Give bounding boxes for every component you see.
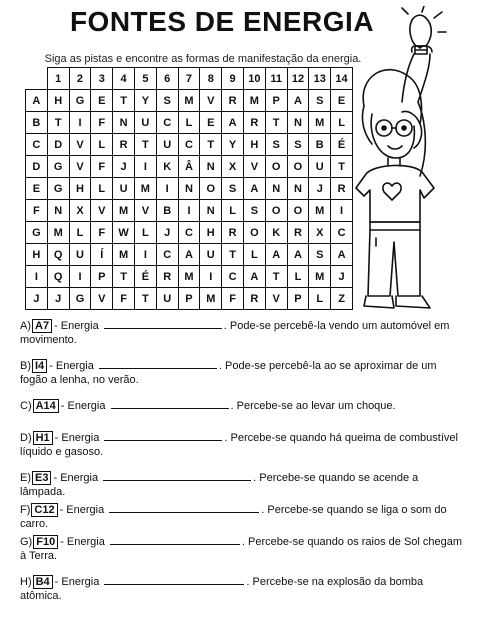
grid-cell[interactable]: I xyxy=(134,156,156,178)
grid-cell[interactable]: U xyxy=(156,134,178,156)
grid-cell[interactable]: S xyxy=(309,244,331,266)
clue-description: . Percebe-se quando se liga o som do carro. xyxy=(20,504,447,530)
answer-blank[interactable] xyxy=(99,358,217,369)
grid-column-header: 13 xyxy=(309,68,331,90)
grid-row-header: B xyxy=(26,112,48,134)
clue-description: . Percebe-se quando se acende a lâmpada. xyxy=(20,472,419,498)
grid-cell[interactable]: N xyxy=(287,112,309,134)
grid-row-header: E xyxy=(26,178,48,200)
grid-cell[interactable]: O xyxy=(243,222,265,244)
answer-blank[interactable] xyxy=(111,398,229,409)
grid-cell[interactable]: D xyxy=(47,134,69,156)
grid-cell[interactable]: R xyxy=(222,90,244,112)
grid-column-header: 7 xyxy=(178,68,200,90)
grid-cell[interactable]: C xyxy=(222,266,244,288)
clue-grid-code: C12 xyxy=(31,503,57,517)
grid-cell[interactable]: Í xyxy=(91,244,113,266)
grid-column-header: 5 xyxy=(134,68,156,90)
grid-cell[interactable]: P xyxy=(178,288,200,310)
clue-grid-code: I4 xyxy=(32,359,47,373)
grid-cell[interactable]: T xyxy=(113,90,135,112)
grid-cell[interactable]: M xyxy=(309,112,331,134)
grid-row-header: I xyxy=(26,266,48,288)
grid-row xyxy=(26,200,353,222)
grid-column-header: 8 xyxy=(200,68,222,90)
clue-prefix: - Energia xyxy=(49,360,97,372)
grid-cell[interactable]: V xyxy=(69,156,91,178)
grid-column-header: 2 xyxy=(69,68,91,90)
grid-row-header: A xyxy=(26,90,48,112)
grid-cell[interactable]: S xyxy=(265,134,287,156)
grid-cell[interactable]: V xyxy=(91,200,113,222)
clue-letter: B) xyxy=(20,360,31,372)
clue-letter: G) xyxy=(20,536,33,548)
grid-cell[interactable]: T xyxy=(331,156,353,178)
grid-cell[interactable]: U xyxy=(69,244,91,266)
grid-cell[interactable]: V xyxy=(243,156,265,178)
clue-item xyxy=(20,502,465,531)
grid-cell[interactable]: P xyxy=(91,266,113,288)
grid-cell[interactable]: T xyxy=(134,134,156,156)
grid-cell[interactable]: M xyxy=(178,90,200,112)
grid-cell[interactable]: A xyxy=(243,178,265,200)
clue-item xyxy=(20,574,465,603)
grid-row-header: F xyxy=(26,200,48,222)
grid-cell[interactable]: L xyxy=(91,134,113,156)
clue-item xyxy=(20,470,465,499)
grid-cell[interactable]: E xyxy=(331,90,353,112)
clue-prefix: - Energia xyxy=(59,504,108,516)
grid-cell[interactable]: O xyxy=(287,156,309,178)
clue-prefix: - Energia xyxy=(54,576,103,588)
grid-cell[interactable]: L xyxy=(178,112,200,134)
grid-cell[interactable]: N xyxy=(178,178,200,200)
grid-cell[interactable]: J xyxy=(47,288,69,310)
grid-cell[interactable]: V xyxy=(69,134,91,156)
grid-cell[interactable]: L xyxy=(134,222,156,244)
clue-prefix: - Energia xyxy=(60,400,109,412)
grid-row-header: C xyxy=(26,134,48,156)
clue-description: . Percebe-se quando há queima de combustível líquido e gasoso. xyxy=(20,432,458,458)
grid-row-header: H xyxy=(26,244,48,266)
grid-row xyxy=(26,90,353,112)
grid-cell[interactable]: L xyxy=(69,222,91,244)
grid-cell[interactable]: U xyxy=(113,178,135,200)
grid-cell[interactable]: A xyxy=(287,90,309,112)
grid-cell[interactable]: N xyxy=(265,178,287,200)
clue-grid-code: A14 xyxy=(33,399,59,413)
grid-cell[interactable]: H xyxy=(200,222,222,244)
grid-cell[interactable]: R xyxy=(243,112,265,134)
grid-corner xyxy=(26,68,48,90)
grid-cell[interactable]: T xyxy=(134,288,156,310)
grid-row xyxy=(26,134,353,156)
clue-grid-code: H1 xyxy=(33,431,53,445)
clue-letter: F) xyxy=(20,504,31,516)
clue-letter: E) xyxy=(20,472,31,484)
grid-cell[interactable]: K xyxy=(265,222,287,244)
grid-cell[interactable]: T xyxy=(47,112,69,134)
grid-cell[interactable]: T xyxy=(265,266,287,288)
grid-cell[interactable]: M xyxy=(200,288,222,310)
grid-cell[interactable]: N xyxy=(200,200,222,222)
grid-row xyxy=(26,266,353,288)
answer-blank[interactable] xyxy=(104,318,222,329)
grid-cell[interactable]: I xyxy=(178,200,200,222)
grid-cell[interactable]: É xyxy=(331,134,353,156)
grid-cell[interactable]: C xyxy=(178,134,200,156)
grid-cell[interactable]: C xyxy=(156,112,178,134)
grid-cell[interactable]: L xyxy=(91,178,113,200)
grid-cell[interactable]: U xyxy=(200,244,222,266)
grid-cell[interactable]: N xyxy=(47,200,69,222)
grid-cell[interactable]: S xyxy=(156,90,178,112)
grid-cell[interactable]: G xyxy=(69,288,91,310)
grid-row xyxy=(26,222,353,244)
grid-cell[interactable]: C xyxy=(156,244,178,266)
grid-cell[interactable]: F xyxy=(222,288,244,310)
grid-cell[interactable]: X xyxy=(69,200,91,222)
grid-cell[interactable]: V xyxy=(265,288,287,310)
answer-blank[interactable] xyxy=(109,502,259,513)
grid-cell[interactable]: F xyxy=(113,288,135,310)
grid-cell[interactable]: M xyxy=(113,244,135,266)
clue-description: . Percebe-se quando os raios de Sol chegam à Terra. xyxy=(20,536,463,562)
grid-cell[interactable]: L xyxy=(222,200,244,222)
grid-cell[interactable]: O xyxy=(265,200,287,222)
grid-row xyxy=(26,156,353,178)
grid-cell[interactable]: Y xyxy=(134,90,156,112)
grid-cell[interactable]: N xyxy=(113,112,135,134)
grid-cell[interactable]: L xyxy=(287,266,309,288)
grid-cell[interactable]: S xyxy=(222,178,244,200)
grid-cell[interactable]: T xyxy=(222,244,244,266)
grid-column-header: 14 xyxy=(331,68,353,90)
grid-cell[interactable]: I xyxy=(69,266,91,288)
grid-column-header: 1 xyxy=(47,68,69,90)
answer-blank[interactable] xyxy=(103,470,251,481)
grid-cell[interactable]: R xyxy=(331,178,353,200)
clue-prefix: - Energia xyxy=(54,432,103,444)
grid-cell[interactable]: A xyxy=(287,244,309,266)
grid-column-header: 12 xyxy=(287,68,309,90)
grid-cell[interactable]: M xyxy=(309,200,331,222)
grid-cell[interactable]: É xyxy=(134,266,156,288)
grid-cell[interactable]: A xyxy=(265,244,287,266)
grid-cell[interactable]: R xyxy=(287,222,309,244)
grid-column-header: 9 xyxy=(222,68,244,90)
grid-cell[interactable]: B xyxy=(156,200,178,222)
grid-cell[interactable]: C xyxy=(331,222,353,244)
clue-letter: D) xyxy=(20,432,32,444)
grid-cell[interactable]: A xyxy=(222,112,244,134)
grid-cell[interactable]: J xyxy=(331,266,353,288)
instructions: Siga as pistas e encontre as formas de manifestação da energia. xyxy=(44,53,362,65)
clue-description: . Percebe-se na explosão da bomba atômica. xyxy=(20,576,424,602)
grid-cell[interactable]: H xyxy=(69,178,91,200)
grid-cell[interactable]: M xyxy=(113,200,135,222)
answer-blank[interactable] xyxy=(104,574,244,585)
clue-prefix: - Energia xyxy=(53,472,102,484)
clue-grid-code: E3 xyxy=(32,471,51,485)
grid-cell[interactable]: U xyxy=(309,156,331,178)
clue-prefix: - Energia xyxy=(54,320,102,332)
grid-cell[interactable]: W xyxy=(113,222,135,244)
grid-cell[interactable]: S xyxy=(287,134,309,156)
grid-cell[interactable]: L xyxy=(309,288,331,310)
grid-cell[interactable]: F xyxy=(91,156,113,178)
grid-cell[interactable]: L xyxy=(243,244,265,266)
grid-row xyxy=(26,178,353,200)
page-title: FONTES DE ENERGIA xyxy=(69,6,375,37)
grid-cell[interactable]: P xyxy=(265,90,287,112)
grid-cell[interactable]: E xyxy=(200,112,222,134)
clue-letter: H) xyxy=(20,576,32,588)
grid-cell[interactable]: N xyxy=(200,156,222,178)
grid-cell[interactable]: K xyxy=(156,156,178,178)
grid-column-header: 3 xyxy=(91,68,113,90)
clue-description: . Percebe-se ao levar um choque. xyxy=(230,400,396,412)
grid-cell[interactable]: A xyxy=(243,266,265,288)
girl-holding-lightbulb-icon xyxy=(350,6,478,314)
grid-cell[interactable]: X xyxy=(222,156,244,178)
grid-cell[interactable]: Y xyxy=(222,134,244,156)
grid-cell[interactable]: V xyxy=(200,90,222,112)
grid-cell[interactable]: H xyxy=(243,134,265,156)
grid-column-header: 4 xyxy=(113,68,135,90)
grid-cell[interactable]: T xyxy=(113,266,135,288)
grid-cell[interactable]: U xyxy=(134,112,156,134)
grid-cell[interactable]: F xyxy=(91,222,113,244)
grid-cell[interactable]: T xyxy=(200,134,222,156)
grid-row xyxy=(26,244,353,266)
grid-cell[interactable]: S xyxy=(243,200,265,222)
word-search-grid xyxy=(25,67,353,310)
grid-cell[interactable]: G xyxy=(69,90,91,112)
grid-cell[interactable]: N xyxy=(287,178,309,200)
grid-cell[interactable]: M xyxy=(178,266,200,288)
clue-item xyxy=(20,398,465,413)
grid-cell[interactable]: I xyxy=(156,178,178,200)
clue-item xyxy=(20,534,465,563)
clue-letter: C) xyxy=(20,400,32,412)
grid-row-header: D xyxy=(26,156,48,178)
grid-cell[interactable]: O xyxy=(200,178,222,200)
grid-cell[interactable]: J xyxy=(156,222,178,244)
grid-cell[interactable]: V xyxy=(134,200,156,222)
grid-cell[interactable]: U xyxy=(156,288,178,310)
grid-cell[interactable]: Â xyxy=(178,156,200,178)
grid-column-header: 10 xyxy=(243,68,265,90)
grid-row xyxy=(26,288,353,310)
grid-cell[interactable]: I xyxy=(200,266,222,288)
grid-column-header: 6 xyxy=(156,68,178,90)
grid-cell[interactable]: X xyxy=(309,222,331,244)
grid-cell[interactable]: L xyxy=(331,112,353,134)
grid-cell[interactable]: J xyxy=(309,178,331,200)
grid-cell[interactable]: Z xyxy=(331,288,353,310)
grid-cell[interactable]: G xyxy=(47,156,69,178)
clue-item xyxy=(20,358,465,387)
clue-letter: A) xyxy=(20,320,31,332)
grid-cell[interactable]: I xyxy=(331,200,353,222)
grid-row-header: J xyxy=(26,288,48,310)
grid-cell[interactable]: B xyxy=(309,134,331,156)
clue-item xyxy=(20,430,465,459)
grid-cell[interactable]: T xyxy=(265,112,287,134)
grid-cell[interactable]: R xyxy=(113,134,135,156)
grid-cell[interactable]: I xyxy=(69,112,91,134)
grid-cell[interactable]: A xyxy=(331,244,353,266)
grid-cell[interactable]: M xyxy=(47,222,69,244)
grid-cell[interactable]: M xyxy=(134,178,156,200)
grid-cell[interactable]: H xyxy=(47,90,69,112)
grid-cell[interactable]: A xyxy=(178,244,200,266)
grid-cell[interactable]: C xyxy=(178,222,200,244)
grid-cell[interactable]: R xyxy=(222,222,244,244)
clue-grid-code: F10 xyxy=(33,535,58,549)
clue-description: . Pode-se percebê-la vendo um automóvel em movimento. xyxy=(20,320,450,346)
clue-grid-code: B4 xyxy=(33,575,53,589)
answer-blank[interactable] xyxy=(110,534,240,545)
grid-cell[interactable]: I xyxy=(134,244,156,266)
answer-blank[interactable] xyxy=(104,430,222,441)
clue-item xyxy=(20,318,465,347)
grid-cell[interactable]: R xyxy=(243,288,265,310)
grid-cell[interactable]: S xyxy=(309,90,331,112)
grid-row-header: G xyxy=(26,222,48,244)
clue-description: . Pode-se percebê-la ao se aproximar de um fogão a lenha, no verão. xyxy=(20,360,437,386)
clue-prefix: - Energia xyxy=(60,536,108,548)
grid-cell[interactable]: F xyxy=(91,112,113,134)
grid-cell[interactable]: V xyxy=(91,288,113,310)
grid-cell[interactable]: Q xyxy=(47,244,69,266)
grid-cell[interactable]: M xyxy=(243,90,265,112)
grid-cell[interactable]: G xyxy=(47,178,69,200)
grid-cell[interactable]: M xyxy=(309,266,331,288)
grid-cell[interactable]: O xyxy=(287,200,309,222)
grid-column-header: 11 xyxy=(265,68,287,90)
clue-grid-code: A7 xyxy=(32,319,52,333)
grid-cell[interactable]: Q xyxy=(47,266,69,288)
grid-cell[interactable]: P xyxy=(287,288,309,310)
grid-cell[interactable]: E xyxy=(91,90,113,112)
grid-cell[interactable]: O xyxy=(265,156,287,178)
grid-cell[interactable]: J xyxy=(113,156,135,178)
grid-cell[interactable]: R xyxy=(156,266,178,288)
grid-row xyxy=(26,112,353,134)
